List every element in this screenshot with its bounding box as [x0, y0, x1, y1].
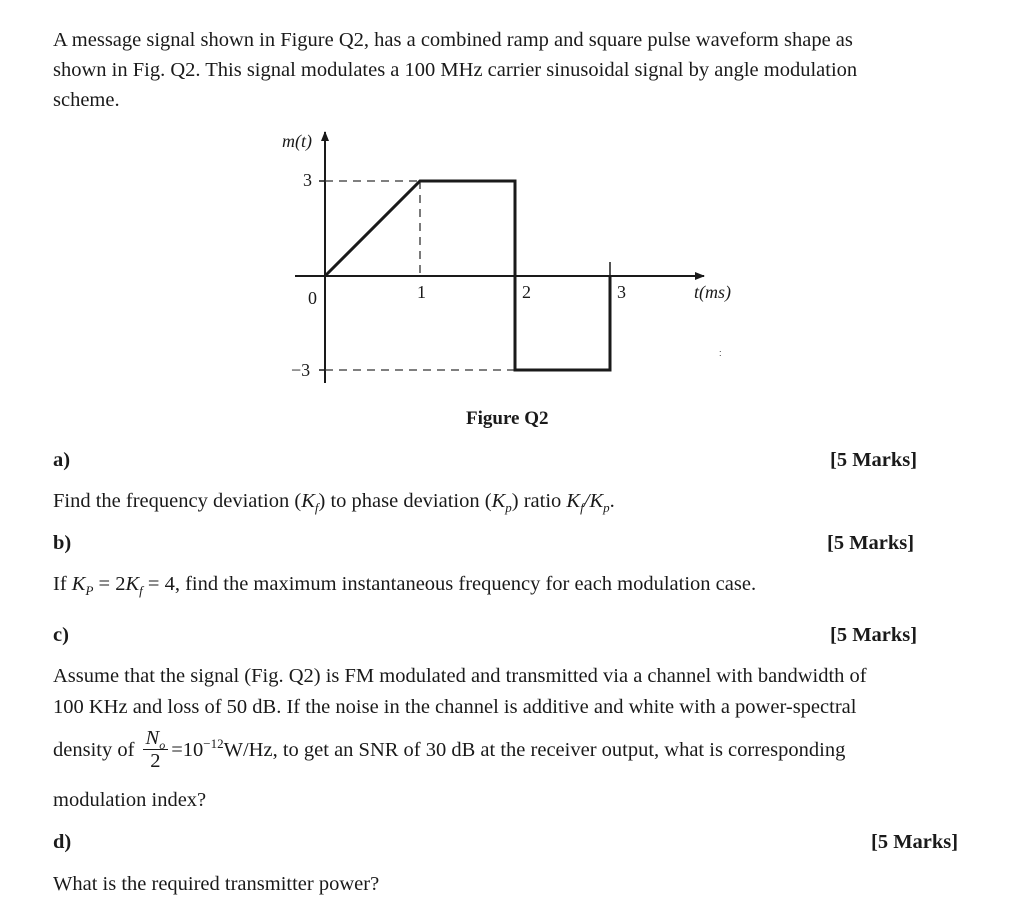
part-c-marks: [5 Marks] [830, 624, 918, 646]
part-b-question [53, 569, 756, 599]
part-b-text-1: If [53, 573, 72, 595]
part-b-eq-1: = 2 [93, 573, 126, 595]
part-a-label: a) [53, 449, 71, 471]
part-d-label: d) [53, 831, 72, 853]
part-a-text-1: Find the frequency deviation ( [53, 490, 302, 512]
ytick-label-neg: −3 [291, 360, 311, 380]
part-d-question: What is the required transmitter power? [53, 873, 380, 895]
y-axis-label: m(t) [282, 131, 312, 151]
intro-line-3: scheme. [53, 89, 120, 111]
part-a-marks: [5 Marks] [830, 449, 918, 471]
part-d-marks: [5 Marks] [871, 831, 959, 853]
part-c-eq: =10 [171, 739, 204, 761]
part-c-line-1: Assume that the signal (Fig. Q2) is FM modulated and transmitted via a channel with bandwidth of [53, 665, 867, 687]
intro-line-1: A message signal shown in Figure Q2, has a combined ramp and square pulse waveform shape as [53, 29, 853, 51]
ytick-label-zero: 0 [308, 288, 317, 308]
part-b-label: b) [53, 532, 72, 554]
ytick-label-pos: 3 [303, 170, 312, 190]
xtick-label-3: 3 [617, 282, 626, 302]
part-a-text-2: ) to phase deviation ( [318, 490, 492, 512]
part-b-eq-2: = 4 [142, 573, 175, 595]
stray-mark: ∶ [719, 349, 722, 360]
intro-paragraph [53, 25, 983, 115]
part-c-line-3 [53, 728, 845, 774]
part-c-line-2: 100 KHz and loss of 50 dB. If the noise in the channel is additive and white with a power-spectral [53, 696, 857, 718]
xtick-label-2: 2 [522, 282, 531, 302]
figure-caption: Figure Q2 [466, 408, 549, 429]
part-a-text-end: . [609, 490, 615, 512]
x-axis-label: t(ms) [694, 282, 731, 302]
intro-line-2: shown in Fig. Q2. This signal modulates a 100 MHz carrier sinusoidal signal by angle modulation [53, 59, 858, 81]
part-c-text-density: density of [53, 739, 140, 761]
ratio-symbol: $K_f/K_p$ [566, 490, 610, 516]
part-a-text-3: ) ratio [511, 490, 567, 512]
part-c-exponent: −12 [203, 736, 224, 752]
part-b-marks: [5 Marks] [827, 532, 915, 554]
noise-psd-fraction: $\frac{N_o}{2}$ [143, 727, 169, 772]
xtick-label-1: 1 [417, 282, 426, 302]
part-c-label: c) [53, 624, 69, 646]
part-c-line-4: modulation index? [53, 789, 207, 811]
kf-equation-symbol: $K_f$ [125, 573, 143, 599]
kp-symbol: $K_p$ [491, 490, 512, 516]
part-a-question [53, 486, 615, 516]
kp-equation-symbol: $K_P$ [71, 573, 94, 599]
part-c-text-post: W/Hz, to get an SNR of 30 dB at the receiver output, what is corresponding [223, 739, 846, 761]
kf-symbol: $K_f$ [301, 490, 319, 516]
part-b-text-end: , find the maximum instantaneous frequency for each modulation case. [174, 573, 757, 595]
